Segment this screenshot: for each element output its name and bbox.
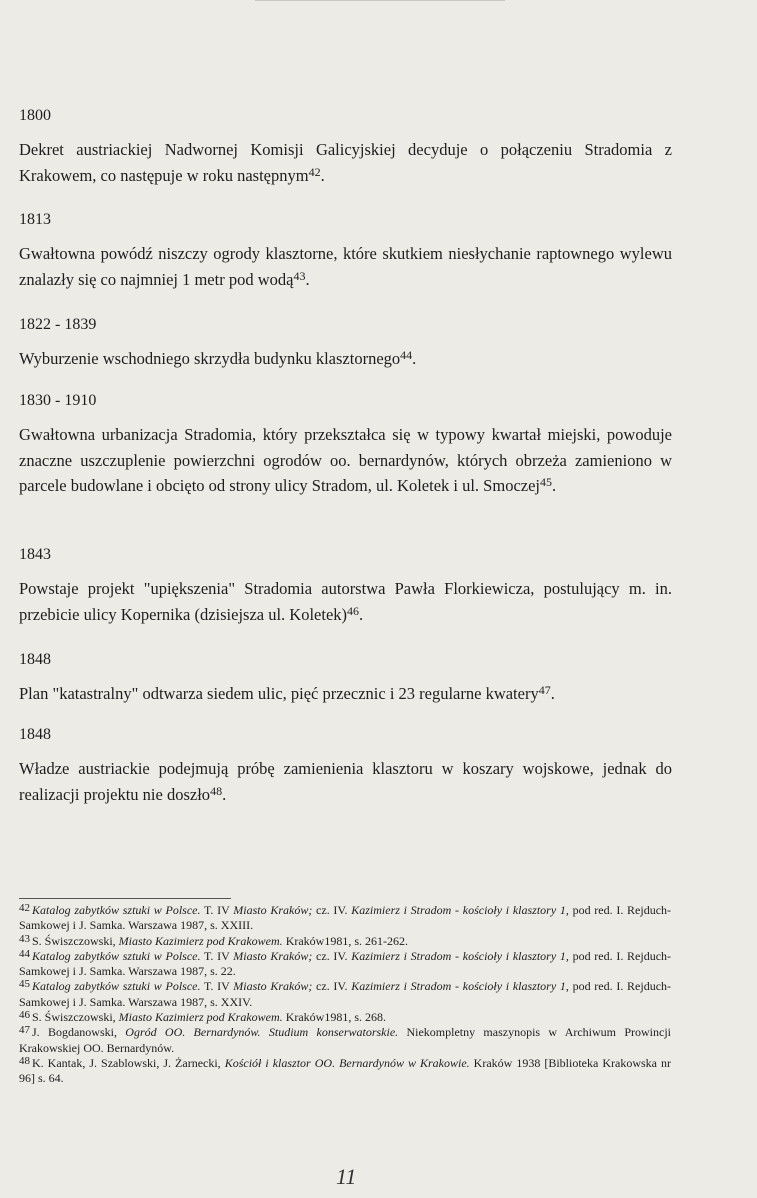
footnote-title: Kazimierz i Stradom - kościoły i klasztory 1, <box>351 903 569 917</box>
footnote-title: Miasto Kraków; <box>233 903 313 917</box>
footnote-ref: 42 <box>308 164 321 179</box>
footnote-text: T. IV <box>200 979 234 994</box>
entry-year: 1800 <box>19 107 51 124</box>
footnote-title: Kazimierz i Stradom - kościoły i klasztory 1, <box>351 979 569 994</box>
entry-1848-plan <box>19 650 672 707</box>
footnote-text: Kraków1981, s. 268. <box>282 1010 387 1025</box>
footnote-47 <box>19 1025 671 1056</box>
footnote-title: Miasto Kazimierz pod Krakowem. <box>118 933 283 948</box>
footnote-43 <box>19 934 671 949</box>
footnote-text: S. Świszczowski, <box>32 933 119 948</box>
footnote-text: Kraków1981, s. 261-262. <box>282 933 409 948</box>
footnote-separator <box>19 898 231 899</box>
footnote-text: cz. IV. <box>312 948 352 963</box>
footnote-text: cz. IV. <box>312 903 352 917</box>
entry-1830-1910 <box>19 391 672 499</box>
footnote-number: 46 <box>19 1009 30 1022</box>
footnote-text: T. IV <box>200 948 234 963</box>
footnote-text: Kraków 1938 [Biblioteka Krakowska nr 96] s. 64. <box>19 1055 671 1086</box>
entry-1848-barracks <box>19 725 672 807</box>
footnote-ref: 43 <box>293 268 306 283</box>
footnote-text: K. Kantak, J. Szablowski, J. Żarnecki, <box>32 1055 225 1070</box>
entry-text: Dekret austriackiej Nadwornej Komisji Galicyjskiej decyduje o połączeniu Stradomia z Krakowem, co następuje w roku następnym$^{42}$. <box>19 140 672 185</box>
entry-year: 1848 <box>19 651 51 668</box>
footnote-title: Kazimierz i Stradom - kościoły i klasztory 1, <box>351 948 569 963</box>
footnote-title: Katalog zabytków sztuki w Polsce. <box>32 948 201 963</box>
top-edge-line <box>255 0 505 1</box>
entry-text: Powstaje projekt "upiększenia" Stradomia autorstwa Pawła Florkiewicza, postulujący m. in. przebicie ulicy Kopernika (dzisiejsza ul. Koletek)$^{46}$. <box>19 579 672 624</box>
entry-text: Plan "katastralny" odtwarza siedem ulic, pięć przecznic i 23 regularne kwatery$^{47}$. <box>19 683 555 703</box>
entry-1813 <box>19 210 672 292</box>
footnote-42 <box>19 903 671 934</box>
footnote-number: 44 <box>19 947 30 960</box>
footnote-text: pod red. I. Rejduch-Samkowej i J. Samka. Warszawa 1987, s. XXIII. <box>19 903 672 933</box>
entry-year: 1822 - 1839 <box>19 316 97 333</box>
footnote-title: Katalog zabytków sztuki w Polsce. <box>32 903 201 917</box>
footnote-ref: 44 <box>400 348 413 362</box>
footnote-number: 43 <box>19 932 30 945</box>
entry-text: Gwałtowna powódź niszczy ogrody klasztorne, które skutkiem niesłychanie raptownego wylewu znalazły się co najmniej 1 metr pod wodą$^{43}$. <box>19 244 672 289</box>
entry-year: 1830 - 1910 <box>19 392 97 409</box>
entry-year: 1843 <box>19 546 51 563</box>
footnote-ref: 48 <box>210 783 223 798</box>
footnote-ref: 45 <box>540 475 552 489</box>
footnote-title: Miasto Kazimierz pod Krakowem. <box>118 1010 283 1025</box>
footnote-text: Niekompletny maszynopis w Archiwum Prowincji Krakowskiej OO. Bernardynów. <box>19 1025 671 1055</box>
footnote-title: Miasto Kraków; <box>233 979 313 994</box>
footnote-number: 47 <box>19 1024 30 1037</box>
entry-1822-1839 <box>19 315 672 372</box>
footnote-title: Katalog zabytków sztuki w Polsce. <box>32 979 201 994</box>
page-number: 11 <box>336 1164 357 1189</box>
footnotes <box>19 903 671 1087</box>
footnote-text: T. IV <box>200 903 234 917</box>
footnote-45 <box>19 979 671 1010</box>
footnote-number: 45 <box>19 978 30 991</box>
footnote-number: 42 <box>19 902 30 914</box>
entry-year: 1813 <box>19 211 51 228</box>
entry-1800 <box>19 106 672 188</box>
entry-1843 <box>19 545 672 627</box>
footnote-title: Miasto Kraków; <box>233 948 313 963</box>
footnote-title: Ogród OO. Bernardynów. Studium konserwatorskie. <box>125 1025 399 1040</box>
footnote-48 <box>19 1056 671 1087</box>
footnote-text: cz. IV. <box>312 979 352 994</box>
entry-text: Wyburzenie wschodniego skrzydła budynku klasztornego$^{44}$. <box>19 348 417 368</box>
footnote-text: pod red. I. Rejduch-Samkowej i J. Samka. Warszawa 1987, s. 22. <box>19 948 672 979</box>
footnote-text: J. Bogdanowski, <box>32 1025 126 1040</box>
entry-text: Gwałtowna urbanizacja Stradomia, który przekształca się w typowy kwartał miejski, powoduje znaczne uszczuplenie powierzchni ogrodów oo. bernardynów, których obrzeża zamieniono w parcele budowlane i obcięto od strony ulicy Stradom, ul. Koletek i ul. Smoczej$^{45}$. <box>19 425 672 495</box>
entry-year: 1848 <box>19 726 51 743</box>
entry-text: Władze austriackie podejmują próbę zamienienia klasztoru w koszary wojskowe, jednak do realizacji projektu nie doszło$^{48}$. <box>19 759 672 804</box>
footnote-text: S. Świszczowski, <box>32 1010 119 1025</box>
footnote-ref: 46 <box>347 603 360 618</box>
footnote-title: Kościół i klasztor OO. Bernardynów w Krakowie. <box>224 1055 470 1070</box>
footnote-44 <box>19 949 671 980</box>
footnote-ref: 47 <box>538 683 551 697</box>
footnote-text: pod red. I. Rejduch-Samkowej i J. Samka. Warszawa 1987, s. XXIV. <box>19 979 672 1009</box>
footnote-number: 48 <box>19 1054 30 1067</box>
footnote-46 <box>19 1010 671 1025</box>
